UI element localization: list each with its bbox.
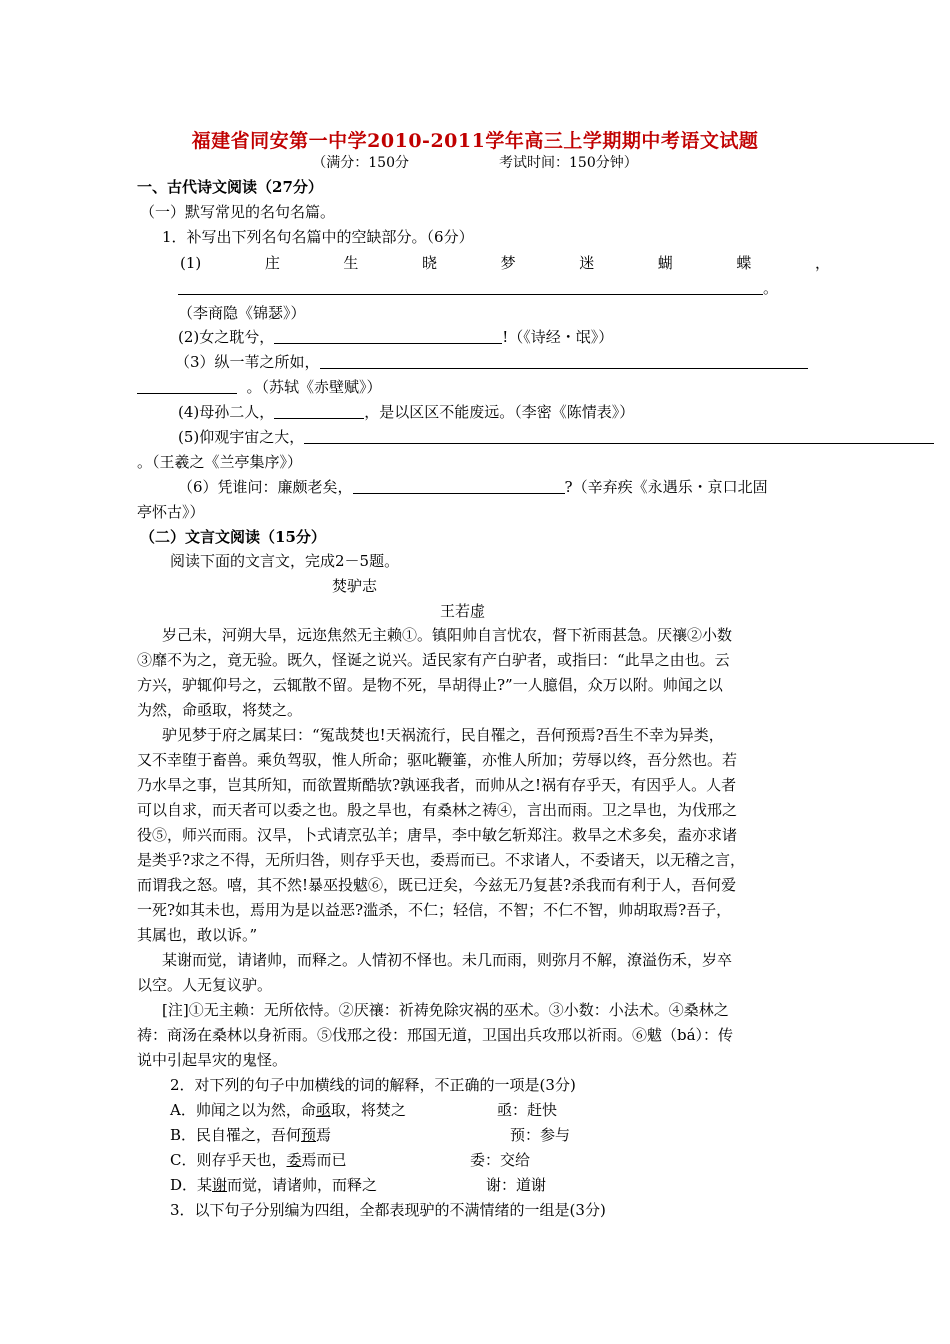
option-d[interactable]: D．某谢而觉，请诸帅，而释之 [170,1176,378,1194]
essay-title: 焚驴志 [332,577,378,595]
essay-line: 乃水旱之事，岂其所知，而欲置斯酷欤?孰诬我者，而帅从之!祸有存乎天，有因乎人。人者 [137,776,737,794]
option-b[interactable]: B．民自罹之，吾何预焉 [170,1126,332,1144]
page-title: 福建省同安第一中学2010-2011学年高三上学期期中考语文试题 [191,130,759,152]
answer-blank[interactable] [304,427,934,444]
essay-line: 某谢而觉，请诸帅，而释之。人情初不怿也。未几而雨，则弥月不解，潦溢伤禾，岁卒 [162,951,733,969]
reading-instruction: 阅读下面的文言文，完成2－5题。 [170,552,400,570]
exam-time: 考试时间：150分钟） [499,155,638,171]
item-1-source: （李商隐《锦瑟》） [178,304,306,322]
item-1-char: 庄 [264,254,280,272]
essay-line: 为然，命亟取，将焚之。 [137,701,303,719]
section-heading-1: 一、古代诗文阅读（27分） [137,178,323,196]
note-line: [注]①无主赖：无所依恃。②厌禳：祈祷免除灾祸的巫术。③小数：小法术。④桑林之 [162,1001,729,1019]
answer-blank[interactable] [353,477,565,494]
item-1-char: ， [814,254,830,272]
option-a-gloss: 亟：赶快 [497,1101,558,1119]
answer-blank[interactable] [274,327,502,344]
item-2: (2)女之耽兮， !（《诗经・氓》） [178,328,614,346]
essay-line: 一死?如其未也，焉用为是以益恶?滥杀，不仁；轻信，不智；不仁不智，帅胡取焉?吾子， [137,901,732,919]
underlined-word: 谢 [212,1176,228,1194]
item-3-cont: 。（苏轼《赤壁赋》） [137,376,382,398]
answer-blank[interactable] [320,352,808,369]
item-6: （6）凭谁问：廉颇老矣， ?（辛弃疾《永遇乐・京口北固 [178,478,768,496]
essay-line: 其属也，敢以诉。” [137,926,258,944]
note-line: 说中引起旱灾的鬼怪。 [137,1051,288,1069]
item-1-char: 迷 [579,254,595,272]
option-b-gloss: 预：参与 [510,1126,571,1144]
question-3: 3．以下句子分别编为四组，全都表现驴的不满情绪的一组是(3分) [170,1201,606,1219]
part-heading-2: （二）文言文阅读（15分） [140,528,326,546]
item-1-char: 生 [343,254,359,272]
essay-line: 驴见梦于府之属某曰：“冤哉焚也!天祸流行，民自罹之，吾何预焉?吾生不幸为异类， [162,726,724,744]
item-1-answer-line: 。 [178,277,778,299]
essay-line: 役⑤，师兴而雨。汉旱，卜式请烹弘羊；唐旱，李中敏乞斩郑注。救旱之术多矣，盍亦求诸 [137,826,738,844]
underlined-word: 亟 [315,1101,331,1119]
essay-line: 可以自求，而天者可以委之也。殷之旱也，有桑林之祷④，言出而雨。卫之旱也，为伐邢之 [137,801,738,819]
essay-line: 又不幸堕于畜兽。乘负驾驭，惟人所命；驱叱鞭箠，亦惟人所加；劳辱以终，吾分然也。若 [137,751,738,769]
part-heading-1: （一）默写常见的名句名篇。 [140,203,336,221]
item-1-line [180,252,830,274]
underlined-word: 预 [301,1126,317,1144]
answer-blank[interactable] [274,402,364,419]
item-5-source: 。（王羲之《兰亭集序》） [137,453,303,471]
item-1-char: (1) [180,254,202,272]
answer-blank[interactable] [178,278,763,295]
essay-author: 王若虚 [440,602,486,620]
essay-line: 是类乎?求之不得，无所归咎，则存乎天也，委焉而已。不求诸人，不委诸天，以无稽之言， [137,851,746,869]
underlined-word: 委 [286,1151,302,1169]
essay-line: 而谓我之怒。嘻，其不然!暴巫投魃⑥，既已迂矣，今兹无乃复甚?杀我而有利于人，吾何爱 [137,876,737,894]
item-6-source: 亭怀古》） [137,503,205,521]
essay-line: 以空。人无复议驴。 [137,976,273,994]
item-1-char: 蝶 [736,254,752,272]
essay-line: 方兴，驴辄仰号之，云辄散不留。是物不死，旱胡得止?”一人臆倡，众万以附。帅闻之以 [137,676,723,694]
item-3: （3）纵一苇之所如， [175,351,808,373]
option-d-gloss: 谢：道谢 [486,1176,547,1194]
option-c[interactable]: C．则存乎天也，委焉而已 [170,1151,347,1169]
essay-line: 岁己未，河朔大旱，远迩焦然无主赖①。镇阳帅自言忧农，督下祈雨甚急。厌禳②小数 [162,626,733,644]
question-2: 2．对下列的句子中加横线的词的解释，不正确的一项是(3分) [170,1076,576,1094]
answer-blank[interactable] [137,377,237,394]
item-4: (4)母孙二人， ，是以区区不能废远。（李密《陈情表》） [178,403,635,421]
option-c-gloss: 委：交给 [470,1151,531,1169]
full-score: （满分：150分 [312,155,409,171]
essay-line: ③靡不为之，竟无验。既久，怪诞之说兴。适民家有产白驴者，或指曰：“此旱之由也。云 [137,651,730,669]
item-1-char: 晓 [422,254,438,272]
exam-info [0,152,950,172]
item-1-char: 蝴 [657,254,673,272]
note-line: 祷：商汤在桑林以身祈雨。⑤伐邢之役：邢国无道，卫国出兵攻邢以祈雨。⑥魃（bá）：传 [137,1026,734,1044]
option-a[interactable]: A．帅闻之以为然，命亟取，将焚之 [170,1101,406,1119]
question-1: 1．补写出下列名句名篇中的空缺部分。（6分） [162,228,474,246]
item-1-char: 梦 [500,254,516,272]
item-5: (5)仰观宇宙之大， [178,426,934,448]
